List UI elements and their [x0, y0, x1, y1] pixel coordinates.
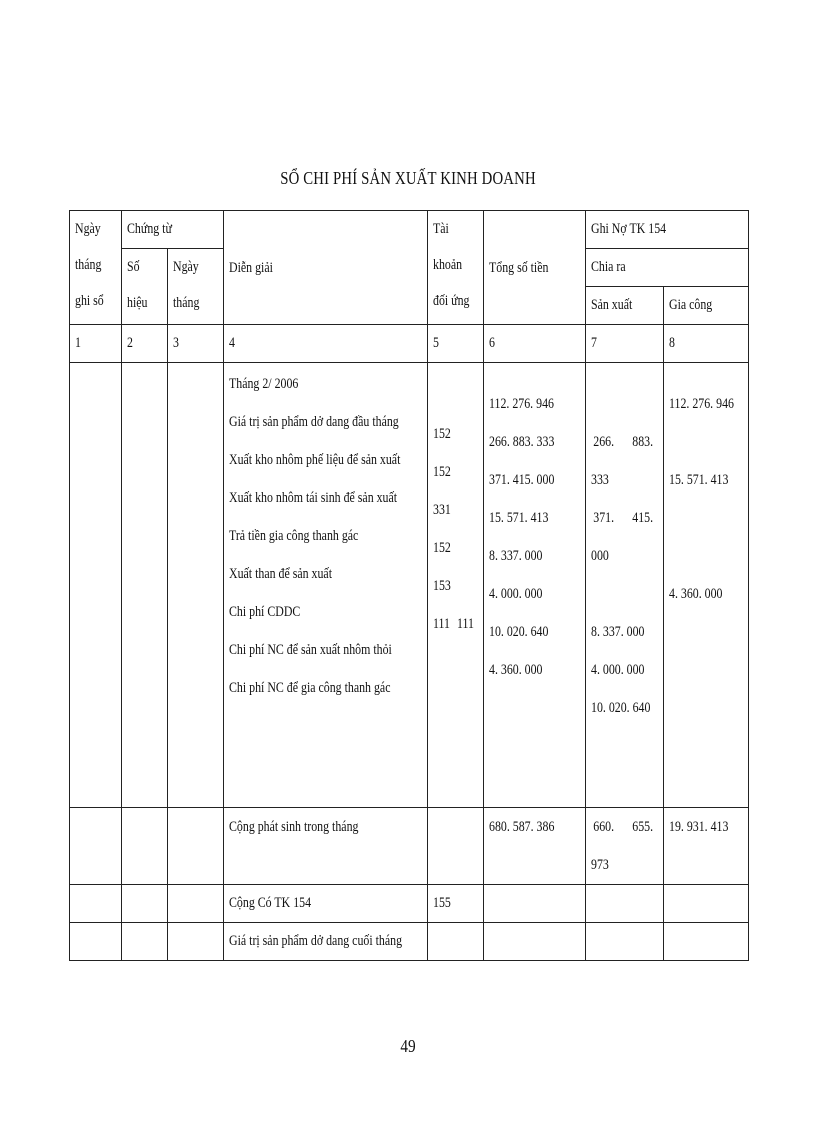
ending-balance-row: [70, 923, 749, 961]
col-num: 1: [70, 325, 122, 363]
col-num: 2: [122, 325, 168, 363]
header-processing: Gia công: [664, 287, 749, 325]
document-title: SỔ CHI PHÍ SẢN XUẤT KINH DOANH: [280, 168, 536, 188]
descriptions-cell: Tháng 2/ 2006 Giá trị sản phẩm dở dang đầu tháng Xuất kho nhôm phế liệu để sản xuất Xuất kho nhôm tái sinh để sản xuất Trả tiền gia công thanh gác Xuất than để sản xuất Chi phí CDDC Chi phí NC để sản xuất nhôm thỏi Chi phí NC để gia công thanh gác: [224, 363, 428, 808]
sum-total: 680. 587. 386: [484, 808, 586, 885]
ending-label: Giá trị sản phẩm dở dang cuối tháng: [224, 923, 428, 961]
col-num: 6: [484, 325, 586, 363]
credit-label: Cộng Có TK 154: [224, 885, 428, 923]
processing-cell: 112. 276. 946 15. 571. 413 4. 360. 000: [664, 363, 749, 808]
accounts-cell: 152 152 331 152 153 111 111: [428, 363, 484, 808]
totals-cell: 112. 276. 946 266. 883. 333 371. 415. 000 15. 571. 413 8. 337. 000 4. 000. 000 10. 020. 640 4. 360. 000: [484, 363, 586, 808]
sum-processing: 19. 931. 413: [664, 808, 749, 885]
credit-row: [70, 885, 749, 923]
header-description: Diễn giải: [224, 211, 428, 325]
header-voucher: Chứng từ: [122, 211, 224, 249]
header-row-1: [70, 211, 749, 249]
transactions-row: [70, 363, 749, 808]
sum-label: Cộng phát sinh trong tháng: [224, 808, 428, 885]
month-label: Tháng 2/ 2006: [229, 376, 299, 392]
sum-production: 660. 655. 973: [586, 808, 664, 885]
page-number: 49: [400, 1036, 416, 1056]
col-num: 5: [428, 325, 484, 363]
credit-account: 155: [428, 885, 484, 923]
cost-ledger-table: [69, 210, 749, 961]
col-num: 3: [168, 325, 224, 363]
header-total: Tổng số tiền: [484, 211, 586, 325]
header-date: Ngày tháng ghi sổ: [70, 211, 122, 325]
header-split: Chia ra: [586, 249, 749, 287]
header-debit-154: Ghi Nợ TK 154: [586, 211, 749, 249]
header-voucher-number: Số hiệu: [122, 249, 168, 325]
col-num: 7: [586, 325, 664, 363]
col-num: 8: [664, 325, 749, 363]
production-cell: 266. 883. 333 371. 415. 000 8. 337. 000 4. 000. 000 10. 020. 640: [586, 363, 664, 808]
sum-row: [70, 808, 749, 885]
header-account: Tài khoản đối ứng: [428, 211, 484, 325]
header-production: Sản xuất: [586, 287, 664, 325]
header-voucher-date: Ngày tháng: [168, 249, 224, 325]
column-number-row: [70, 325, 749, 363]
col-num: 4: [224, 325, 428, 363]
